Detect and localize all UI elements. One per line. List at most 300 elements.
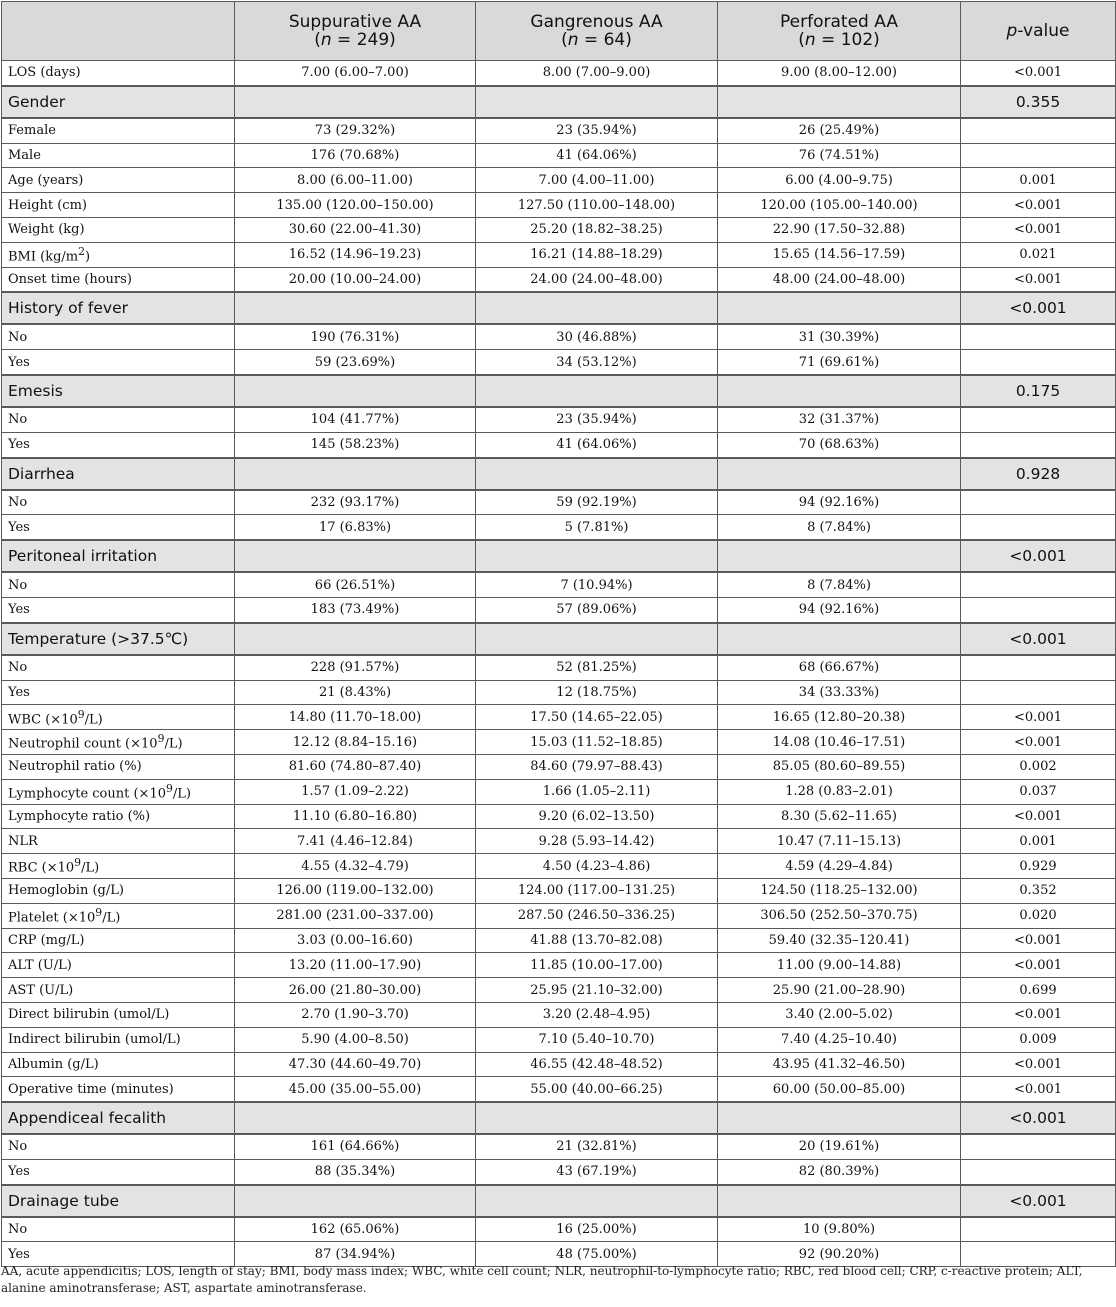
header-p-value: p-value <box>961 2 1116 61</box>
header-empty-cell <box>2 2 235 61</box>
header-gangrenous: Gangrenous AA (n = 64) <box>476 2 718 61</box>
row-label-text: Operative time (minutes) <box>8 1081 174 1097</box>
row-label-text: No <box>8 660 28 676</box>
gangrenous-value: 127.50 (110.00–148.00) <box>476 193 718 218</box>
suppurative-value: 20.00 (10.00–24.00) <box>235 267 476 292</box>
gangrenous-value: 23 (35.94%) <box>476 407 718 432</box>
suppurative-value: 16.52 (14.96–19.23) <box>235 242 476 267</box>
section-empty-cell <box>476 540 718 572</box>
perforated-value: 82 (80.39%) <box>718 1159 961 1184</box>
p-value: <0.001 <box>961 267 1116 292</box>
section-empty-cell <box>718 1185 961 1217</box>
row-label-text: Platelet (×10 <box>8 910 96 926</box>
table-row <box>2 730 1116 755</box>
perforated-value: 10 (9.80%) <box>718 1217 961 1242</box>
row-label <box>2 1002 235 1027</box>
row-label-text: Yes <box>8 602 30 618</box>
section-empty-cell <box>235 292 476 324</box>
row-label-text: Yes <box>8 519 30 535</box>
suppurative-value: 17 (6.83%) <box>235 515 476 540</box>
perforated-value: 16.65 (12.80–20.38) <box>718 705 961 730</box>
row-label <box>2 928 235 953</box>
section-p-value: 0.175 <box>961 375 1116 407</box>
table-row <box>2 1134 1116 1159</box>
row-label <box>2 779 235 804</box>
section-empty-cell <box>476 375 718 407</box>
table-row <box>2 143 1116 168</box>
section-empty-cell <box>718 292 961 324</box>
table-row <box>2 1027 1116 1052</box>
gangrenous-value: 12 (18.75%) <box>476 680 718 705</box>
suppurative-value: 59 (23.69%) <box>235 350 476 375</box>
section-empty-cell <box>476 292 718 324</box>
section-empty-cell <box>718 375 961 407</box>
table-row <box>2 597 1116 622</box>
row-label-text: Hemoglobin (g/L) <box>8 883 124 899</box>
suppurative-value: 228 (91.57%) <box>235 655 476 680</box>
gangrenous-value: 48 (75.00%) <box>476 1242 718 1267</box>
p-value: 0.352 <box>961 878 1116 903</box>
table-row <box>2 1052 1116 1077</box>
table-row <box>2 804 1116 829</box>
gangrenous-value: 16 (25.00%) <box>476 1217 718 1242</box>
suppurative-value: 45.00 (35.00–55.00) <box>235 1077 476 1102</box>
table-row <box>2 118 1116 143</box>
suppurative-value: 88 (35.34%) <box>235 1159 476 1184</box>
row-label-text: LOS (days) <box>8 65 81 81</box>
suppurative-value: 7.00 (6.00–7.00) <box>235 61 476 86</box>
row-label <box>2 705 235 730</box>
row-label <box>2 407 235 432</box>
p-value: <0.001 <box>961 61 1116 86</box>
gangrenous-value: 15.03 (11.52–18.85) <box>476 730 718 755</box>
section-empty-cell <box>476 1102 718 1134</box>
row-label <box>2 143 235 168</box>
row-label <box>2 118 235 143</box>
section-empty-cell <box>235 1102 476 1134</box>
section-label: History of fever <box>2 292 235 324</box>
gangrenous-value: 287.50 (246.50–336.25) <box>476 903 718 928</box>
row-label <box>2 168 235 193</box>
section-row <box>2 292 1116 324</box>
suppurative-value: 11.10 (6.80–16.80) <box>235 804 476 829</box>
p-value <box>961 490 1116 515</box>
table-row <box>2 267 1116 292</box>
row-label <box>2 754 235 779</box>
section-label: Diarrhea <box>2 458 235 490</box>
p-value: <0.001 <box>961 804 1116 829</box>
gangrenous-value: 30 (46.88%) <box>476 324 718 349</box>
table-row <box>2 407 1116 432</box>
row-label <box>2 1052 235 1077</box>
table-row <box>2 903 1116 928</box>
row-label <box>2 324 235 349</box>
row-label-text: WBC (×10 <box>8 711 78 727</box>
suppurative-value: 183 (73.49%) <box>235 597 476 622</box>
gangrenous-value: 7 (10.94%) <box>476 572 718 597</box>
row-label <box>2 804 235 829</box>
row-label-text: Female <box>8 123 56 139</box>
suppurative-value: 2.70 (1.90–3.70) <box>235 1002 476 1027</box>
row-label-text: Albumin (g/L) <box>8 1056 99 1072</box>
header-suppurative: Suppurative AA (n = 249) <box>235 2 476 61</box>
suppurative-value: 81.60 (74.80–87.40) <box>235 754 476 779</box>
p-value: 0.001 <box>961 829 1116 854</box>
row-label-text: Yes <box>8 684 30 700</box>
row-label <box>2 61 235 86</box>
row-label-superscript: 9 <box>95 905 103 919</box>
p-value: 0.037 <box>961 779 1116 804</box>
row-label-text: No <box>8 494 28 510</box>
gangrenous-value: 9.28 (5.93–14.42) <box>476 829 718 854</box>
perforated-value: 8 (7.84%) <box>718 572 961 597</box>
section-empty-cell <box>235 375 476 407</box>
p-value: 0.001 <box>961 168 1116 193</box>
section-label: Appendiceal fecalith <box>2 1102 235 1134</box>
suppurative-value: 26.00 (21.80–30.00) <box>235 978 476 1003</box>
gangrenous-value: 16.21 (14.88–18.29) <box>476 242 718 267</box>
table-row <box>2 490 1116 515</box>
suppurative-value: 145 (58.23%) <box>235 432 476 457</box>
p-value <box>961 597 1116 622</box>
gangrenous-value: 52 (81.25%) <box>476 655 718 680</box>
gangrenous-value: 24.00 (24.00–48.00) <box>476 267 718 292</box>
section-empty-cell <box>235 458 476 490</box>
table-row <box>2 705 1116 730</box>
p-value: 0.021 <box>961 242 1116 267</box>
gangrenous-value: 55.00 (40.00–66.25) <box>476 1077 718 1102</box>
row-label-superscript: 9 <box>166 781 173 795</box>
perforated-value: 9.00 (8.00–12.00) <box>718 61 961 86</box>
section-row <box>2 540 1116 572</box>
section-row <box>2 86 1116 118</box>
row-label-text: Neutrophil ratio (%) <box>8 759 142 775</box>
suppurative-value: 30.60 (22.00–41.30) <box>235 217 476 242</box>
row-label-text: No <box>8 1139 28 1155</box>
row-label-text: Indirect bilirubin (umol/L) <box>8 1032 181 1048</box>
row-label <box>2 1217 235 1242</box>
gangrenous-value: 17.50 (14.65–22.05) <box>476 705 718 730</box>
section-label: Drainage tube <box>2 1185 235 1217</box>
row-label <box>2 730 235 755</box>
suppurative-value: 21 (8.43%) <box>235 680 476 705</box>
perforated-value: 34 (33.33%) <box>718 680 961 705</box>
perforated-value: 48.00 (24.00–48.00) <box>718 267 961 292</box>
perforated-value: 3.40 (2.00–5.02) <box>718 1002 961 1027</box>
gangrenous-value: 7.10 (5.40–10.70) <box>476 1027 718 1052</box>
table-row <box>2 854 1116 879</box>
gangrenous-value: 9.20 (6.02–13.50) <box>476 804 718 829</box>
row-label-text: Direct bilirubin (umol/L) <box>8 1007 170 1023</box>
gangrenous-value: 84.60 (79.97–88.43) <box>476 754 718 779</box>
row-label-suffix: ) <box>85 249 91 265</box>
row-label-text: RBC (×10 <box>8 860 75 876</box>
row-label <box>2 903 235 928</box>
perforated-value: 8 (7.84%) <box>718 515 961 540</box>
row-label-text: Male <box>8 147 41 163</box>
perforated-value: 71 (69.61%) <box>718 350 961 375</box>
suppurative-value: 281.00 (231.00–337.00) <box>235 903 476 928</box>
table-row <box>2 61 1116 86</box>
perforated-value: 32 (31.37%) <box>718 407 961 432</box>
row-label-text: Onset time (hours) <box>8 271 132 287</box>
row-label-suffix: /L) <box>102 910 121 926</box>
table-row <box>2 1002 1116 1027</box>
suppurative-value: 73 (29.32%) <box>235 118 476 143</box>
section-empty-cell <box>718 1102 961 1134</box>
row-label <box>2 350 235 375</box>
row-label-text: Age (years) <box>8 172 84 188</box>
row-label <box>2 1077 235 1102</box>
perforated-value: 7.40 (4.25–10.40) <box>718 1027 961 1052</box>
p-value: 0.699 <box>961 978 1116 1003</box>
row-label-text: Yes <box>8 437 30 453</box>
suppurative-value: 3.03 (0.00–16.60) <box>235 928 476 953</box>
suppurative-value: 104 (41.77%) <box>235 407 476 432</box>
p-value <box>961 407 1116 432</box>
section-p-value: <0.001 <box>961 540 1116 572</box>
suppurative-value: 47.30 (44.60–49.70) <box>235 1052 476 1077</box>
table-row <box>2 953 1116 978</box>
suppurative-value: 14.80 (11.70–18.00) <box>235 705 476 730</box>
row-label <box>2 655 235 680</box>
row-label-text: AST (U/L) <box>8 982 74 998</box>
row-label-suffix: /L) <box>164 736 183 752</box>
table-row <box>2 1077 1116 1102</box>
suppurative-value: 8.00 (6.00–11.00) <box>235 168 476 193</box>
perforated-value: 11.00 (9.00–14.88) <box>718 953 961 978</box>
gangrenous-value: 41 (64.06%) <box>476 143 718 168</box>
p-value <box>961 1134 1116 1159</box>
perforated-value: 22.90 (17.50–32.88) <box>718 217 961 242</box>
perforated-value: 1.28 (0.83–2.01) <box>718 779 961 804</box>
row-label-text: Yes <box>8 1246 30 1262</box>
suppurative-value: 5.90 (4.00–8.50) <box>235 1027 476 1052</box>
row-label <box>2 680 235 705</box>
perforated-value: 31 (30.39%) <box>718 324 961 349</box>
suppurative-value: 176 (70.68%) <box>235 143 476 168</box>
perforated-value: 120.00 (105.00–140.00) <box>718 193 961 218</box>
row-label-text: No <box>8 329 28 345</box>
suppurative-value: 135.00 (120.00–150.00) <box>235 193 476 218</box>
perforated-value: 6.00 (4.00–9.75) <box>718 168 961 193</box>
table-row <box>2 928 1116 953</box>
gangrenous-value: 41.88 (13.70–82.08) <box>476 928 718 953</box>
table-row <box>2 779 1116 804</box>
section-empty-cell <box>476 1185 718 1217</box>
row-label <box>2 242 235 267</box>
perforated-value: 14.08 (10.46–17.51) <box>718 730 961 755</box>
p-value <box>961 680 1116 705</box>
row-label <box>2 829 235 854</box>
suppurative-value: 161 (64.66%) <box>235 1134 476 1159</box>
p-value: <0.001 <box>961 1052 1116 1077</box>
section-empty-cell <box>476 623 718 655</box>
table-row <box>2 432 1116 457</box>
p-value: <0.001 <box>961 217 1116 242</box>
table-row <box>2 1159 1116 1184</box>
row-label <box>2 515 235 540</box>
suppurative-value: 87 (34.94%) <box>235 1242 476 1267</box>
row-label <box>2 854 235 879</box>
p-value: <0.001 <box>961 730 1116 755</box>
row-label-text: Lymphocyte ratio (%) <box>8 808 151 824</box>
perforated-value: 59.40 (32.35–120.41) <box>718 928 961 953</box>
row-label <box>2 432 235 457</box>
perforated-value: 85.05 (80.60–89.55) <box>718 754 961 779</box>
row-label-text: Height (cm) <box>8 197 87 213</box>
row-label-suffix: /L) <box>172 786 191 802</box>
section-p-value: 0.928 <box>961 458 1116 490</box>
table-footnote: AA, acute appendicitis; LOS, length of stay; BMI, body mass index; WBC, white cell count; NLR, neutrophil-to-lymphocyte ratio; RBC, red blood cell; CRP, c-reactive protein; ALT, alanine aminotransferase; AST, aspartate aminotransferase. <box>1 1264 1083 1295</box>
row-label-text: ALT (U/L) <box>8 957 72 973</box>
gangrenous-value: 5 (7.81%) <box>476 515 718 540</box>
row-label-suffix: /L) <box>84 711 103 727</box>
suppurative-value: 12.12 (8.84–15.16) <box>235 730 476 755</box>
suppurative-value: 1.57 (1.09–2.22) <box>235 779 476 804</box>
table-row <box>2 655 1116 680</box>
table-row <box>2 878 1116 903</box>
gangrenous-value: 8.00 (7.00–9.00) <box>476 61 718 86</box>
row-label <box>2 597 235 622</box>
table-body <box>2 61 1116 1267</box>
p-value: 0.002 <box>961 754 1116 779</box>
row-label-text: Lymphocyte count (×10 <box>8 786 166 802</box>
row-label-text: Yes <box>8 354 30 370</box>
p-value <box>961 572 1116 597</box>
section-label: Emesis <box>2 375 235 407</box>
p-value: <0.001 <box>961 1077 1116 1102</box>
perforated-value: 124.50 (118.25–132.00) <box>718 878 961 903</box>
suppurative-value: 126.00 (119.00–132.00) <box>235 878 476 903</box>
row-label-suffix: /L) <box>81 860 100 876</box>
table-row <box>2 217 1116 242</box>
row-label-text: Neutrophil count (×10 <box>8 736 158 752</box>
gangrenous-value: 124.00 (117.00–131.25) <box>476 878 718 903</box>
perforated-value: 306.50 (252.50–370.75) <box>718 903 961 928</box>
perforated-value: 92 (90.20%) <box>718 1242 961 1267</box>
perforated-value: 8.30 (5.62–11.65) <box>718 804 961 829</box>
perforated-value: 26 (25.49%) <box>718 118 961 143</box>
row-label <box>2 1027 235 1052</box>
section-empty-cell <box>235 540 476 572</box>
p-value <box>961 1159 1116 1184</box>
section-label: Temperature (>37.5℃) <box>2 623 235 655</box>
row-label <box>2 1134 235 1159</box>
table-row <box>2 168 1116 193</box>
row-label <box>2 267 235 292</box>
gangrenous-value: 23 (35.94%) <box>476 118 718 143</box>
table-row <box>2 829 1116 854</box>
p-value: 0.020 <box>961 903 1116 928</box>
gangrenous-value: 25.20 (18.82–38.25) <box>476 217 718 242</box>
row-label-text: No <box>8 577 28 593</box>
p-value <box>961 324 1116 349</box>
gangrenous-value: 7.00 (4.00–11.00) <box>476 168 718 193</box>
section-empty-cell <box>718 86 961 118</box>
row-label-text: No <box>8 1222 28 1238</box>
p-value <box>961 1217 1116 1242</box>
perforated-value: 68 (66.67%) <box>718 655 961 680</box>
header-perforated: Perforated AA (n = 102) <box>718 2 961 61</box>
p-value: 0.929 <box>961 854 1116 879</box>
table-row <box>2 572 1116 597</box>
table-row <box>2 324 1116 349</box>
gangrenous-value: 21 (32.81%) <box>476 1134 718 1159</box>
p-value <box>961 432 1116 457</box>
row-label-text: BMI (kg/m <box>8 249 79 265</box>
section-row <box>2 458 1116 490</box>
row-label <box>2 1159 235 1184</box>
section-empty-cell <box>235 86 476 118</box>
row-label-text: Weight (kg) <box>8 222 85 238</box>
row-label-superscript: 9 <box>77 707 85 721</box>
perforated-value: 70 (68.63%) <box>718 432 961 457</box>
row-label <box>2 878 235 903</box>
section-empty-cell <box>718 458 961 490</box>
perforated-value: 20 (19.61%) <box>718 1134 961 1159</box>
suppurative-value: 4.55 (4.32–4.79) <box>235 854 476 879</box>
gangrenous-value: 25.95 (21.10–32.00) <box>476 978 718 1003</box>
row-label-superscript: 9 <box>157 732 165 746</box>
table-row <box>2 1217 1116 1242</box>
section-empty-cell <box>235 623 476 655</box>
suppurative-value: 66 (26.51%) <box>235 572 476 597</box>
section-p-value: 0.355 <box>961 86 1116 118</box>
section-empty-cell <box>718 540 961 572</box>
p-value <box>961 118 1116 143</box>
row-label-text: CRP (mg/L) <box>8 932 85 948</box>
section-label: Peritoneal irritation <box>2 540 235 572</box>
section-label: Gender <box>2 86 235 118</box>
perforated-value: 15.65 (14.56–17.59) <box>718 242 961 267</box>
baseline-characteristics-table <box>1 1 1116 1267</box>
gangrenous-value: 1.66 (1.05–2.11) <box>476 779 718 804</box>
row-label-text: No <box>8 412 28 428</box>
perforated-value: 43.95 (41.32–46.50) <box>718 1052 961 1077</box>
perforated-value: 10.47 (7.11–15.13) <box>718 829 961 854</box>
row-label-text: Yes <box>8 1164 30 1180</box>
p-value: 0.009 <box>961 1027 1116 1052</box>
row-label-superscript: 9 <box>74 856 82 870</box>
gangrenous-value: 46.55 (42.48–48.52) <box>476 1052 718 1077</box>
p-value: <0.001 <box>961 1002 1116 1027</box>
table-row <box>2 754 1116 779</box>
perforated-value: 94 (92.16%) <box>718 490 961 515</box>
gangrenous-value: 41 (64.06%) <box>476 432 718 457</box>
suppurative-value: 162 (65.06%) <box>235 1217 476 1242</box>
section-row <box>2 1185 1116 1217</box>
perforated-value: 60.00 (50.00–85.00) <box>718 1077 961 1102</box>
gangrenous-value: 3.20 (2.48–4.95) <box>476 1002 718 1027</box>
perforated-value: 76 (74.51%) <box>718 143 961 168</box>
section-empty-cell <box>718 623 961 655</box>
suppurative-value: 232 (93.17%) <box>235 490 476 515</box>
table-row <box>2 193 1116 218</box>
row-label <box>2 953 235 978</box>
table-header-row <box>2 2 1116 61</box>
p-value <box>961 350 1116 375</box>
p-value <box>961 515 1116 540</box>
gangrenous-value: 11.85 (10.00–17.00) <box>476 953 718 978</box>
row-label-text: NLR <box>8 833 38 849</box>
row-label <box>2 572 235 597</box>
perforated-value: 25.90 (21.00–28.90) <box>718 978 961 1003</box>
table-row <box>2 978 1116 1003</box>
section-empty-cell <box>476 86 718 118</box>
gangrenous-value: 57 (89.06%) <box>476 597 718 622</box>
gangrenous-value: 4.50 (4.23–4.86) <box>476 854 718 879</box>
